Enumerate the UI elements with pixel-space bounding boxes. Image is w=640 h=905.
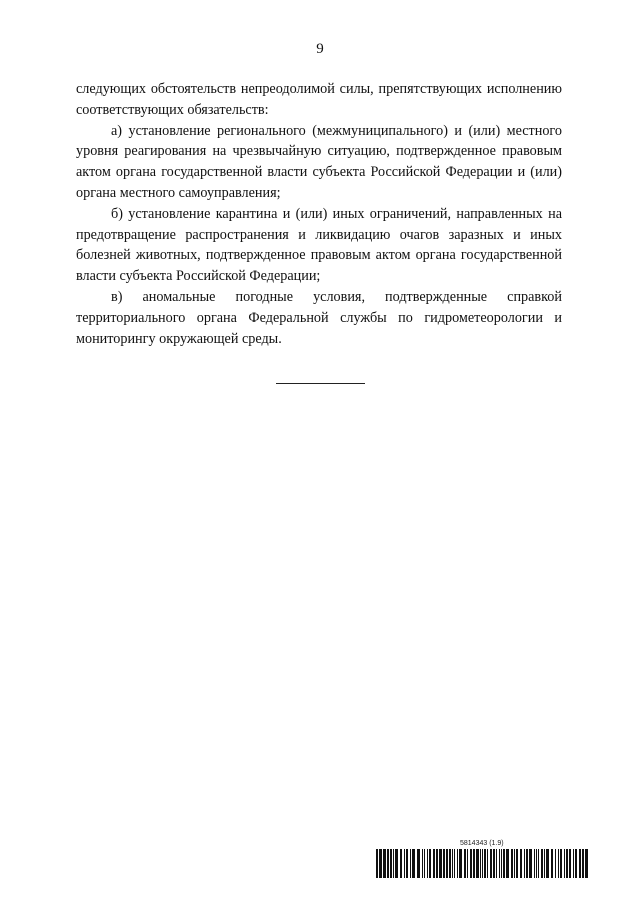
paragraph-intro: следующих обстоятельств непреодолимой силы, препятствующих исполнению соответствующих обязательств: [76,81,562,118]
paragraph-item-a: а) установление регионального (межмуниципального) и (или) местного уровня реагирования на чрезвычайную ситуацию, подтвержденное правовым актом органа государственной власти субъекта Российской Федерации и (или) органа местного самоуправления; [76,122,562,201]
barcode-caption: 5814343 (1.9) [460,840,504,847]
section-separator-line [276,383,365,384]
paragraph-item-b: б) установление карантина и (или) иных ограничений, направленных на предотвращение распространения и ликвидацию очагов заразных и иных болезней животных, подтвержденное правовым актом органа государственной власти субъекта Российской Федерации; [76,205,562,285]
barcode-icon [376,849,588,878]
page-number: 9 [316,41,324,57]
document-body [76,79,562,349]
paragraph-item-c: в) аномальные погодные условия, подтвержденные справкой территориального органа Федеральной службы по гидрометеорологии и мониторингу окружающей среды. [76,288,562,347]
barcode-block [376,839,588,879]
